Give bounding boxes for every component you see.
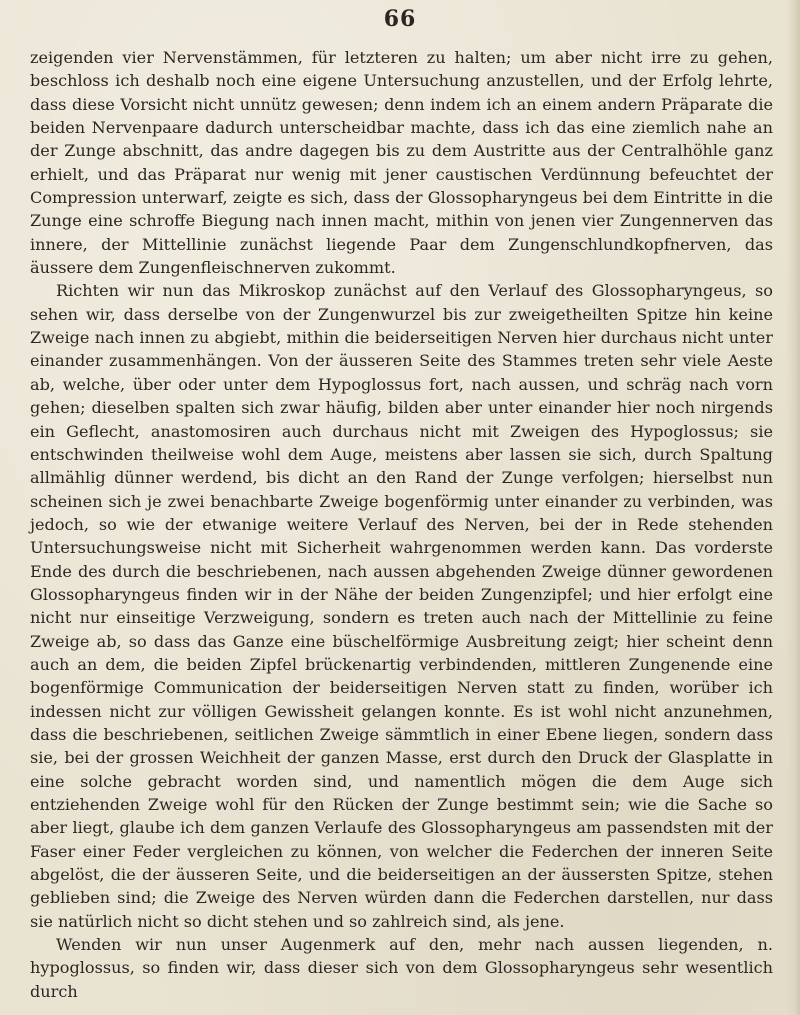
- paragraph-2: Richten wir nun das Mikroskop zunächst auf den Verlauf des Glossopharyngeus, so sehen wir, dass derselbe von der Zungenwurzel bis zur zweigetheilten Spitze hin keine Zweige nach innen zu abgiebt, mithin die beiderseitigen Nerven hier durchaus nicht unter einander zusammenhängen. Von der äusseren Seite des Stammes treten sehr viele Aeste ab, welche, über oder unter dem Hypoglossus fort, nach aussen, und schräg nach vorn gehen; dieselben spalten sich zwar häufig, bilden aber unter einander hier noch nirgends ein Geflecht, anastomosiren auch durchaus nicht mit Zweigen des Hypoglossus; sie entschwinden theilweise wohl dem Auge, meistens aber lassen sie sich, durch Spaltung allmählig dünner werdend, bis dicht an den Rand der Zunge verfolgen; hierselbst nun scheinen sich je zwei benachbarte Zweige bogenförmig unter einander zu verbinden, was jedoch, so wie der etwanige weitere Verlauf des Nerven, bei der in Rede stehenden Untersuchungsweise nicht mit Sicherheit wahrgenommen werden kann. Das vorderste Ende des durch die beschriebenen, nach aussen abgehenden Zweige dünner gewordenen Glossopharyngeus finden wir in der Nähe der beiden Zungenzipfel; und hier erfolgt eine nicht nur einseitige Verzweigung, sondern es treten auch nach der Mittellinie zu feine Zweige ab, so dass das Ganze eine büschelförmige Ausbreitung zeigt; hier scheint denn auch an dem, die beiden Zipfel brückenartig verbindenden, mittleren Zungenende eine bogenförmige Communication der beiderseitigen Nerven statt zu finden, worüber ich indessen nicht zur völligen Gewissheit gelangen konnte. Es ist wohl nicht anzunehmen, dass die beschriebenen, seitlichen Zweige sämmtlich in einer Ebene liegen, sondern dass sie, bei der grossen Weichheit der ganzen Masse, erst durch den Druck der Glasplatte in eine solche gebracht worden sind, und namentlich mögen die dem Auge sich entziehenden Zweige wohl für den Rücken der Zunge bestimmt sein; wie die Sache so aber liegt, glaube ich dem ganzen Verlaufe des Glossopharyngeus am passendsten mit der Faser einer Feder vergleichen zu können, von welcher die Federchen der inneren Seite abgelöst, die der äusseren Seite, und die beiderseitigen an der äussersten Spitze, stehen geblieben sind; die Zweige des Nerven würden dann die Federchen darstellen, nur dass sie natürlich nicht so dicht stehen und so zahlreich sind, als jene.: [30, 281, 773, 931]
- paragraph-1: zeigenden vier Nervenstämmen, für letzteren zu halten; um aber nicht irre zu gehen, beschloss ich deshalb noch eine eigene Untersuchung anzustellen, und der Erfolg lehrte, dass diese Vorsicht nicht unnütz gewesen; denn indem ich an einem andern Präparate die beiden Nervenpaare dadurch unterscheidbar machte, dass ich das eine ziemlich nahe an der Zunge abschnitt, das andre dagegen bis zu dem Austritte aus der Centralhöhle ganz erhielt, und das Präparat nur wenig mit jener caustischen Verdünnung befeuchtet der Compression unterwarf, zeigte es sich, dass der Glossopharyngeus bei dem Eintritte in die Zunge eine schroffe Biegung nach innen macht, mithin von jenen vier Zungennerven das innere, der Mittellinie zunächst liegende Paar dem Zungenschlundkopfnerven, das äussere dem Zungenfleischnerven zukommt.: [30, 48, 773, 278]
- body-text: [30, 46, 773, 1003]
- page-edge-shadow: [786, 0, 800, 1015]
- page-number: 66: [383, 6, 417, 32]
- paragraph-3: Wenden wir nun unser Augenmerk auf den, mehr nach aussen liegenden, n. hypoglossus, so finden wir, dass dieser sich von dem Glossopharyngeus sehr wesentlich durch: [30, 935, 773, 1001]
